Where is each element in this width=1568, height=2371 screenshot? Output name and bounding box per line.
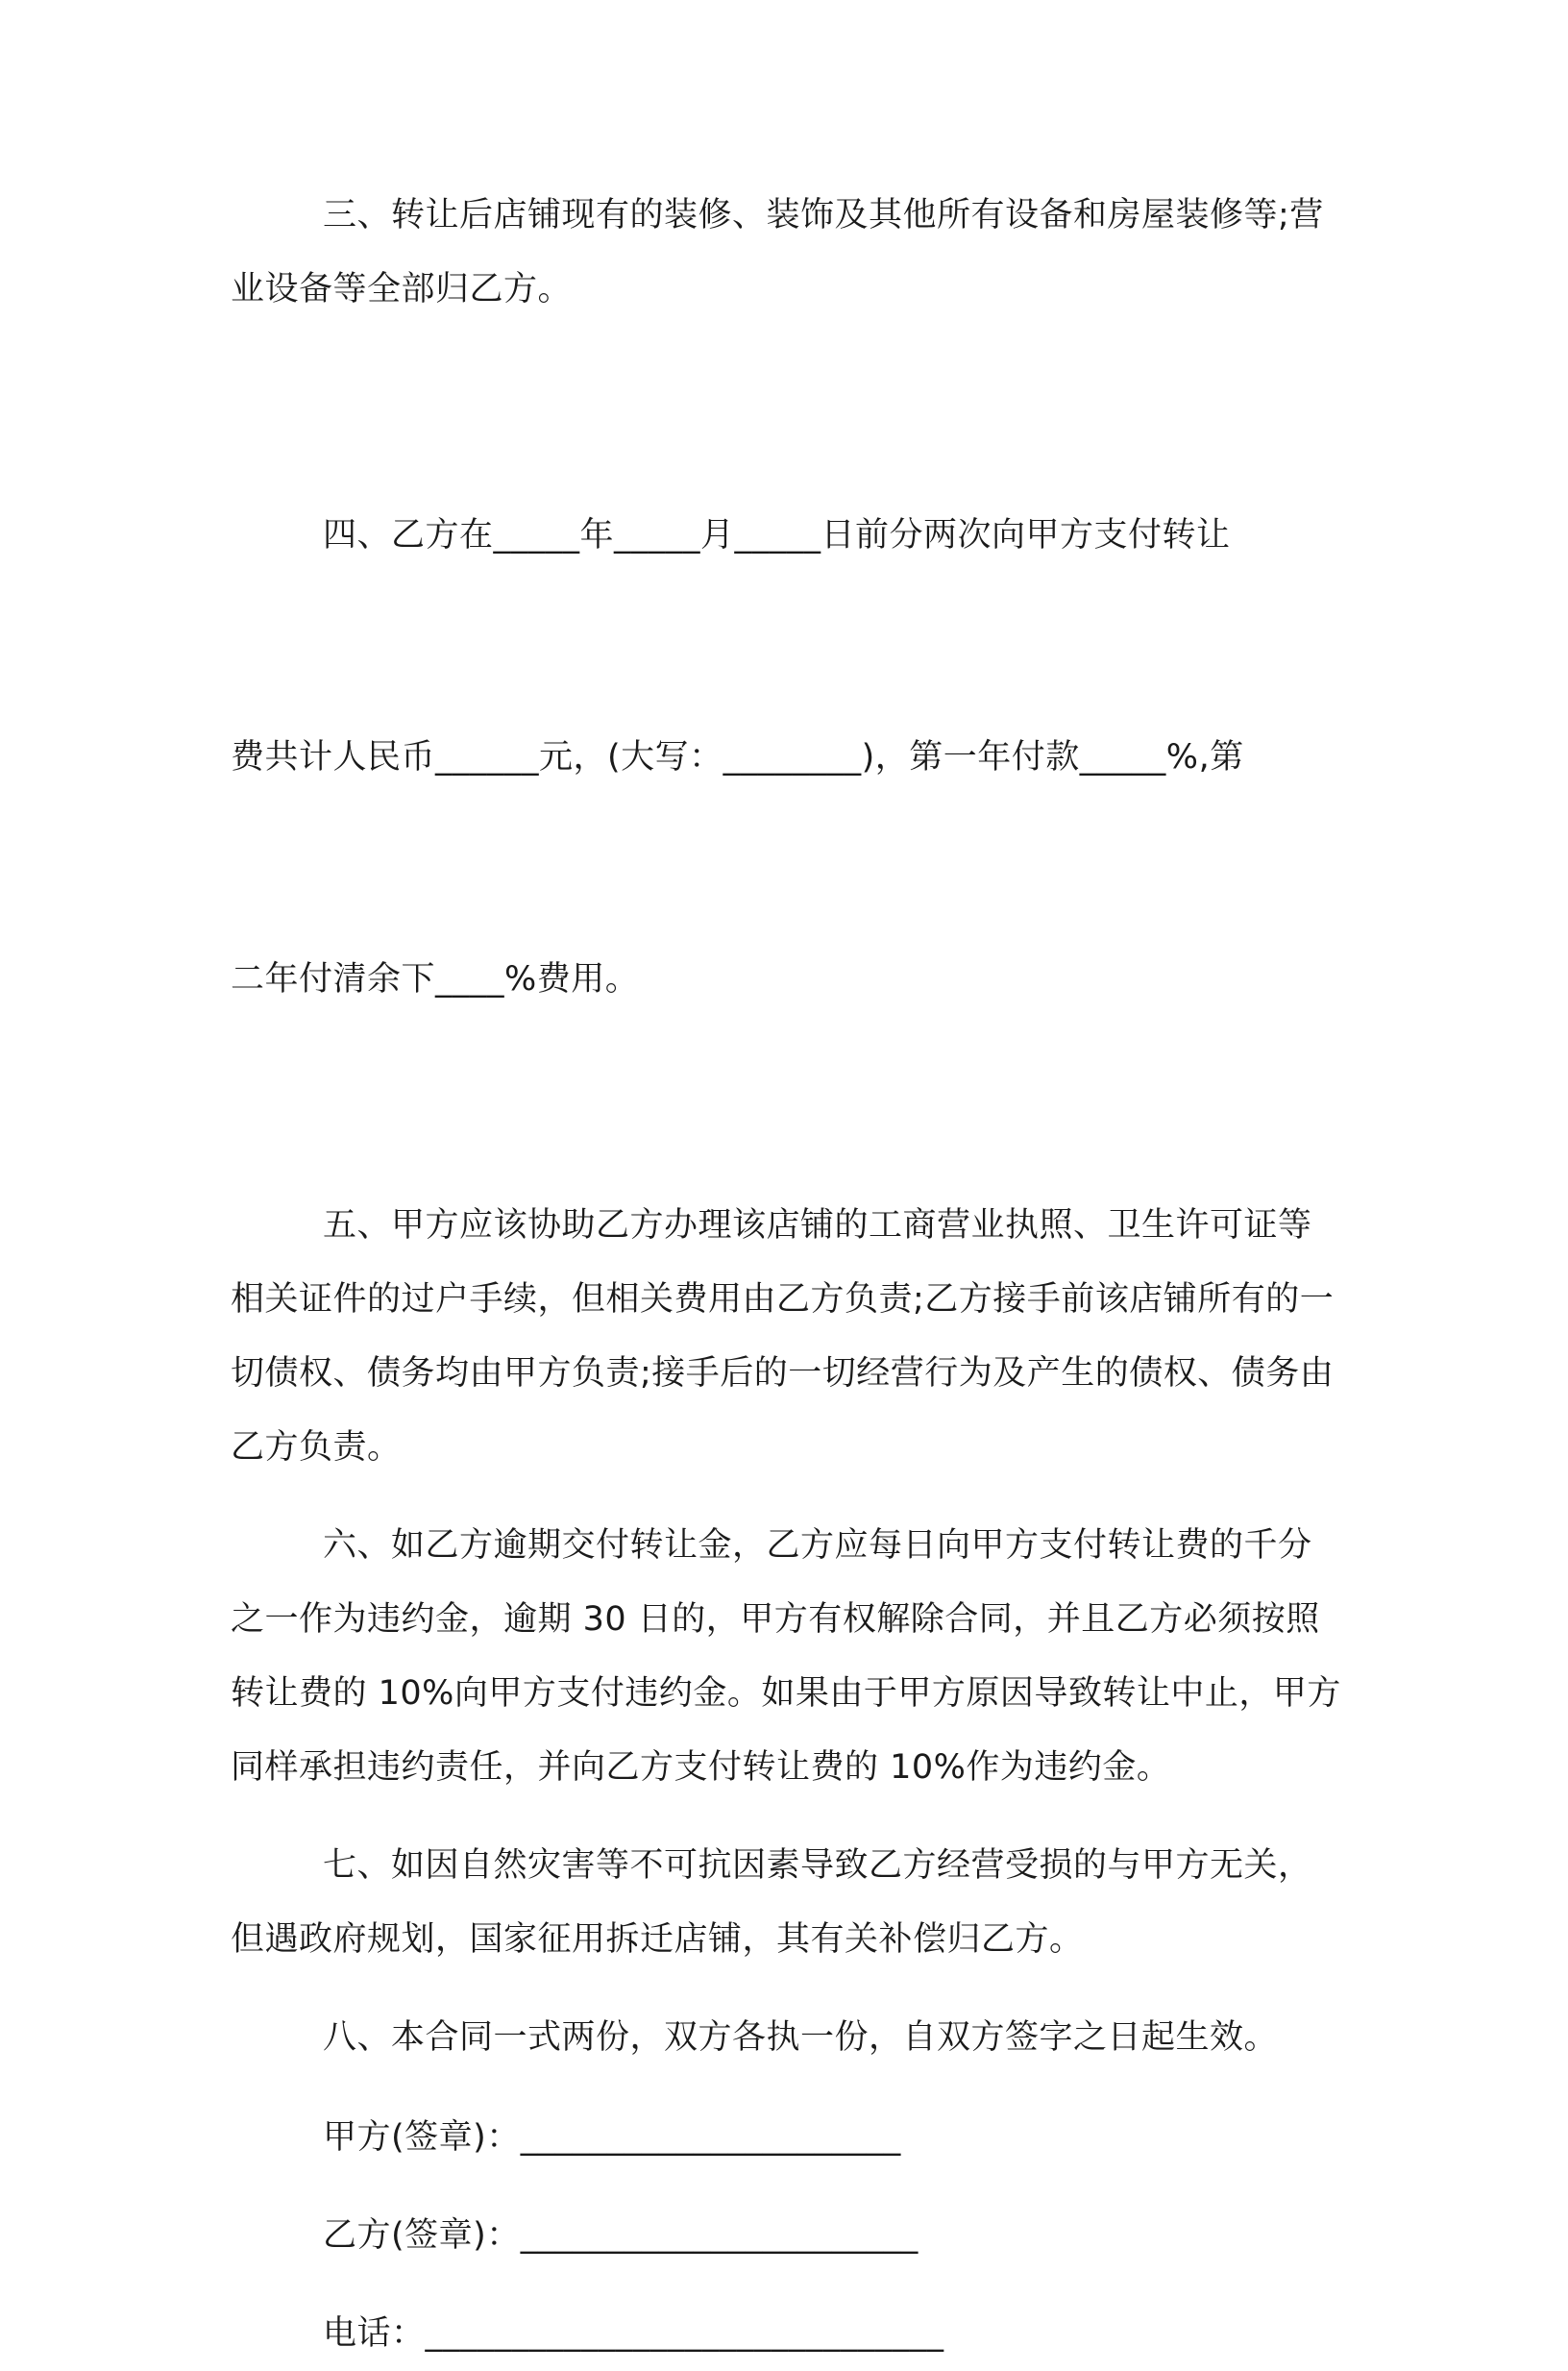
- clause-5: 五、甲方应该协助乙方办理该店铺的工商营业执照、卫生许可证等相关证件的过户手续，但相关费用由乙方负责;乙方接手前该店铺所有的一切债权、债务均由甲方负责;接手后的一切经营行为及产生的债权、债务由乙方负责。: [231, 1206, 1335, 1467]
- contract-body: [231, 179, 1345, 2371]
- phone-line: 电话：______________________________: [323, 2314, 944, 2353]
- clause-4-line-3: 二年付清余下____%费用。: [231, 960, 640, 999]
- clause-3: 三、转让后店铺现有的装修、装饰及其他所有设备和房屋装修等;营业设备等全部归乙方。: [231, 196, 1324, 309]
- party-a-signature-line: 甲方(签章)：______________________: [323, 2118, 901, 2157]
- clause-6: 六、如乙方逾期交付转让金，乙方应每日向甲方支付转让费的千分之一作为违约金，逾期 30 日的，甲方有权解除合同，并且乙方必须按照转让费的 10%向甲方支付违约金。如果由于甲方原因导致转让中止，甲方同样承担违约责任，并向乙方支付转让费的 10%作为违约金。: [231, 1526, 1341, 1787]
- clause-8: 八、本合同一式两份，双方各执一份，自双方签字之日起生效。: [323, 2018, 1279, 2057]
- party-b-signature-line: 乙方(签章)：_______________________: [323, 2216, 919, 2255]
- clause-4: [231, 351, 1345, 1165]
- clause-7: 七、如因自然灾害等不可抗因素导致乙方经营受损的与甲方无关，但遇政府规划，国家征用拆迁店铺，其有关补偿归乙方。: [231, 1846, 1312, 1959]
- clause-4-line-2: 费共计人民币______元，(大写：________)，第一年付款_____%,第: [231, 738, 1244, 777]
- clause-4-line-1: 四、乙方在_____年_____月_____日前分两次向甲方支付转让: [323, 516, 1231, 555]
